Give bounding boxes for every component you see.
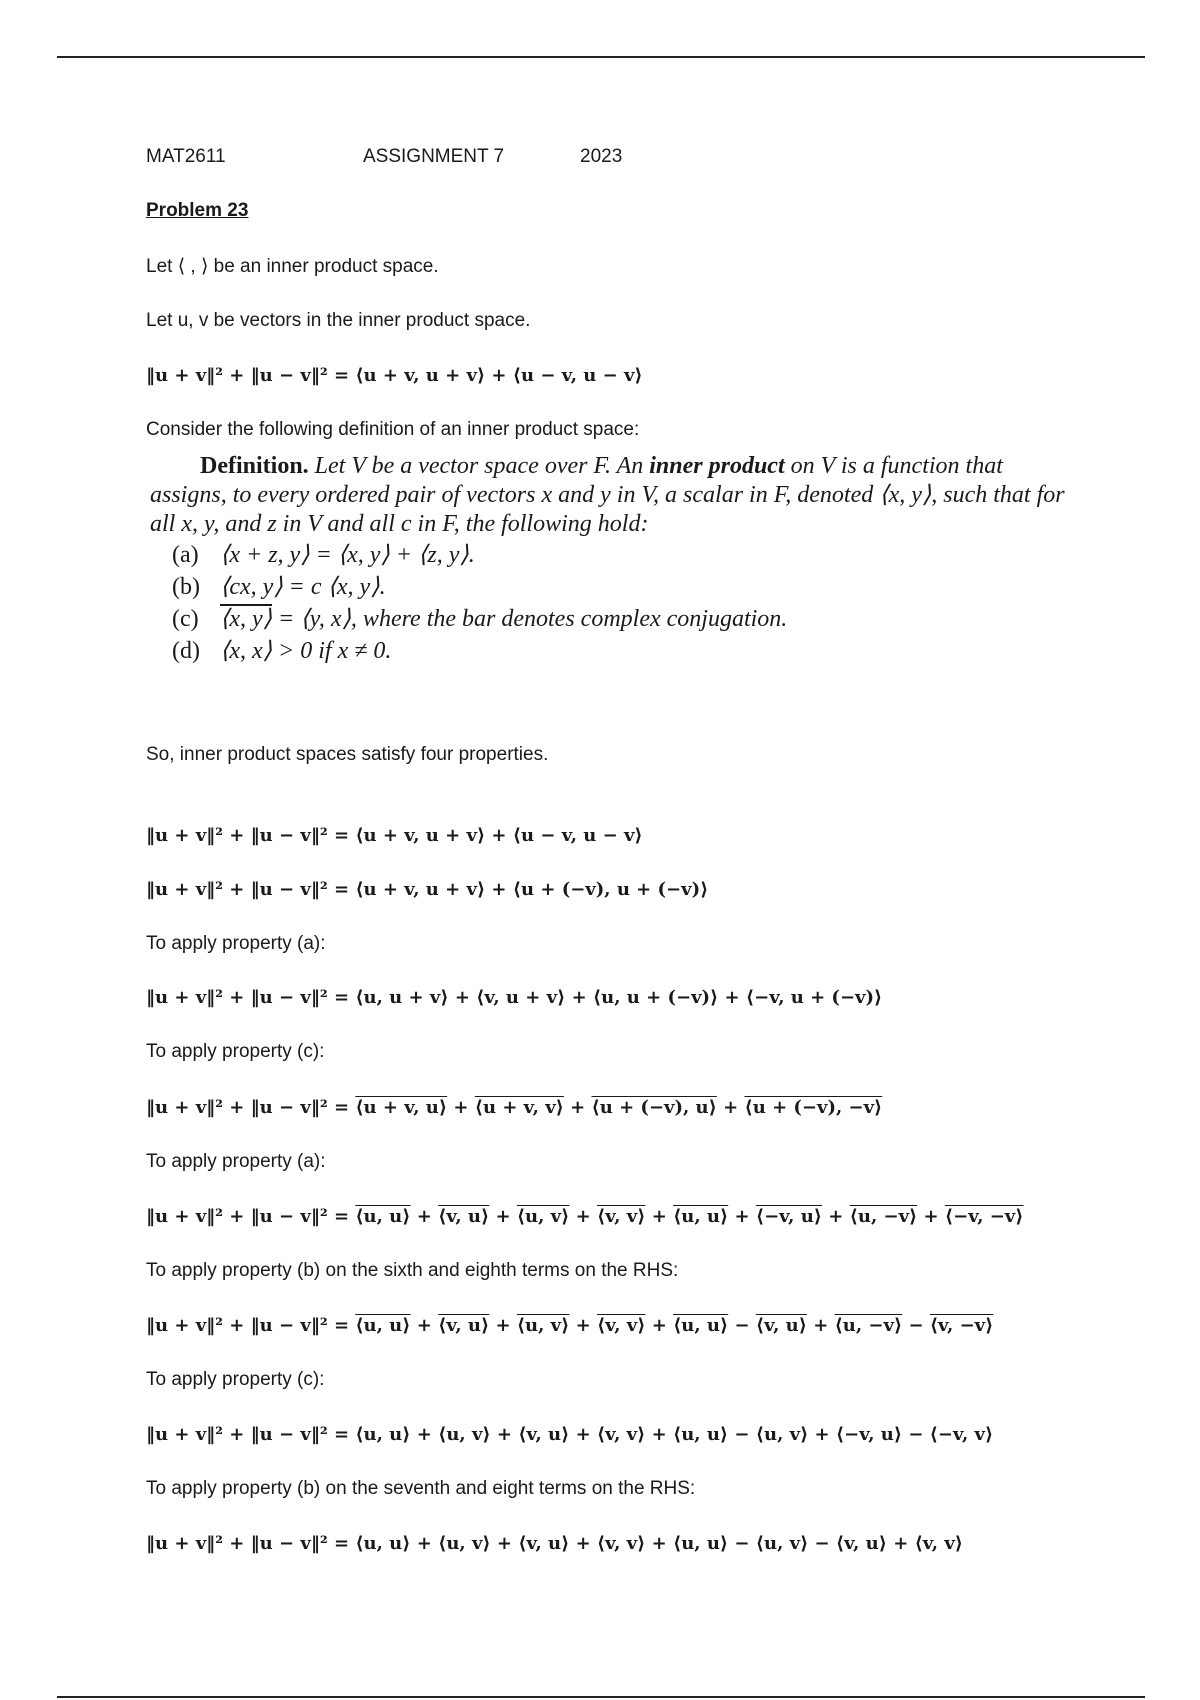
operator: + [410,1206,439,1227]
equation-9 [146,1533,963,1554]
property-a [172,541,1070,573]
definition-head: Definition. [200,453,309,479]
conjugate-term: ⟨u, u⟩ [355,1206,411,1227]
definition-block [150,452,1070,669]
conjugate-term: ⟨v, u⟩ [755,1315,807,1336]
equation-lhs: ‖u + v‖² + ‖u − v‖² = [146,879,356,900]
conjugate-term: ⟨u, −v⟩ [834,1315,903,1336]
conjugate-term: ⟨u, v⟩ [516,1206,570,1227]
equation-lhs: ‖u + v‖² + ‖u − v‖² = [146,1206,356,1227]
operator: + [917,1206,945,1227]
step-3-text: To apply property (a): [146,1151,326,1172]
equation-rhs: ⟨u + v, u + v⟩ + ⟨u + (−v), u + (−v)⟩ [355,879,709,900]
equation-lhs: ‖u + v‖² + ‖u − v‖² = [146,1424,356,1445]
operator: + [489,1315,517,1336]
equation-rhs: ⟨u + v, u + v⟩ + ⟨u − v, u − v⟩ [355,825,643,846]
summary-text: So, inner product spaces satisfy four properties. [146,744,549,765]
operator: + [410,1315,439,1336]
conjugate-term: ⟨v, u⟩ [438,1315,490,1336]
definition-paragraph [150,452,1070,539]
conjugate-term: ⟨u, v⟩ [516,1315,570,1336]
operator: + [716,1097,745,1118]
bottom-rule [57,1696,1145,1698]
operator: − [728,1315,756,1336]
operator: + [569,1206,597,1227]
operator: − [902,1315,930,1336]
step-1-text: To apply property (a): [146,933,326,954]
equation-lhs: ‖u + v‖² + ‖u − v‖² = [146,987,356,1008]
operator: + [489,1206,517,1227]
operator: + [447,1097,475,1118]
equation-8 [146,1424,993,1445]
property-text: ⟨cx, y⟩ = c ⟨x, y⟩. [220,574,386,600]
property-label: (d) [172,638,200,664]
property-label: (a) [172,542,199,568]
equation-2 [146,825,643,846]
equation-lhs: ‖u + v‖² + ‖u − v‖² = [146,1315,356,1336]
conjugate-term: ⟨u, u⟩ [673,1206,729,1227]
operator: + [645,1315,674,1336]
conjugate-term: ⟨u, −v⟩ [849,1206,918,1227]
operator: + [563,1097,592,1118]
property-c [172,605,1070,637]
equation-1 [146,365,643,386]
problem-title: Problem 23 [146,200,249,221]
property-text: ⟨x + z, y⟩ = ⟨x, y⟩ + ⟨z, y⟩. [220,542,475,568]
operator: + [806,1315,835,1336]
step-6-text: To apply property (b) on the seventh and eight terms on the RHS: [146,1478,696,1499]
equation-5 [146,1097,882,1118]
step-4-text: To apply property (b) on the sixth and eighth terms on the RHS: [146,1260,679,1281]
equation-rhs: ⟨u + v, u + v⟩ + ⟨u − v, u − v⟩ [355,365,643,386]
intro-line-1: Let ⟨ , ⟩ be an inner product space. [146,256,439,277]
conjugate-term: ⟨u + (−v), −v⟩ [744,1097,883,1118]
definition-properties [150,541,1070,669]
property-text: ⟨x, x⟩ > 0 if x ≠ 0. [220,638,392,664]
conjugate-term: ⟨u + v, v⟩ [474,1097,564,1118]
conjugate-term: ⟨x, y⟩ [220,606,273,632]
conjugate-term: ⟨v, v⟩ [597,1206,646,1227]
conjugate-term: ⟨v, v⟩ [597,1315,646,1336]
step-5-text: To apply property (c): [146,1369,325,1390]
conjugate-term: ⟨u, u⟩ [673,1315,729,1336]
equation-3 [146,879,708,900]
conjugate-term: ⟨v, −v⟩ [929,1315,994,1336]
equation-7 [146,1315,993,1336]
property-b [172,573,1070,605]
operator: + [645,1206,674,1227]
equation-rhs: ⟨u, u + v⟩ + ⟨v, u + v⟩ + ⟨u, u + (−v)⟩ + ⟨−v, u + (−v)⟩ [355,987,883,1008]
property-d [172,637,1070,669]
equation-4 [146,987,882,1008]
course-code: MAT2611 [146,146,226,167]
year: 2023 [580,146,623,167]
conjugate-term: ⟨u + v, u⟩ [355,1097,448,1118]
conjugate-term: ⟨v, u⟩ [438,1206,490,1227]
conjugate-term: ⟨−v, −v⟩ [944,1206,1024,1227]
equation-rhs: ⟨u, u⟩ + ⟨u, v⟩ + ⟨v, u⟩ + ⟨v, v⟩ + ⟨u, u⟩ − ⟨u, v⟩ − ⟨v, u⟩ + ⟨v, v⟩ [355,1533,964,1554]
top-rule [57,56,1145,58]
conjugate-term: ⟨u, u⟩ [355,1315,411,1336]
equation-lhs: ‖u + v‖² + ‖u − v‖² = [146,1533,356,1554]
consider-text: Consider the following definition of an inner product space: [146,419,640,440]
step-2-text: To apply property (c): [146,1041,325,1062]
equation-lhs: ‖u + v‖² + ‖u − v‖² = [146,1097,356,1118]
equation-6 [146,1206,1024,1227]
equation-lhs: ‖u + v‖² + ‖u − v‖² = [146,365,356,386]
equation-lhs: ‖u + v‖² + ‖u − v‖² = [146,825,356,846]
operator: + [822,1206,850,1227]
property-text: = ⟨y, x⟩, where the bar denotes complex conjugation. [272,606,788,632]
property-label: (c) [172,606,199,632]
conjugate-term: ⟨−v, u⟩ [755,1206,823,1227]
definition-term: inner product [649,453,785,479]
operator: + [728,1206,756,1227]
operator: + [569,1315,597,1336]
definition-text-b: on V is a function that assigns, to every ordered pair of vectors x and y in V, a scalar in F, denoted ⟨x, y⟩, such that for all x, y, and z in V and all c in F, the following hold: [150,453,1065,537]
equation-rhs: ⟨u, u⟩ + ⟨u, v⟩ + ⟨v, u⟩ + ⟨v, v⟩ + ⟨u, u⟩ − ⟨u, v⟩ + ⟨−v, u⟩ − ⟨−v, v⟩ [355,1424,994,1445]
assignment-title: ASSIGNMENT 7 [363,146,505,167]
property-label: (b) [172,574,200,600]
definition-text-a: Let V be a vector space over F. An [314,453,644,479]
intro-line-2: Let u, v be vectors in the inner product space. [146,310,531,331]
conjugate-term: ⟨u + (−v), u⟩ [591,1097,717,1118]
